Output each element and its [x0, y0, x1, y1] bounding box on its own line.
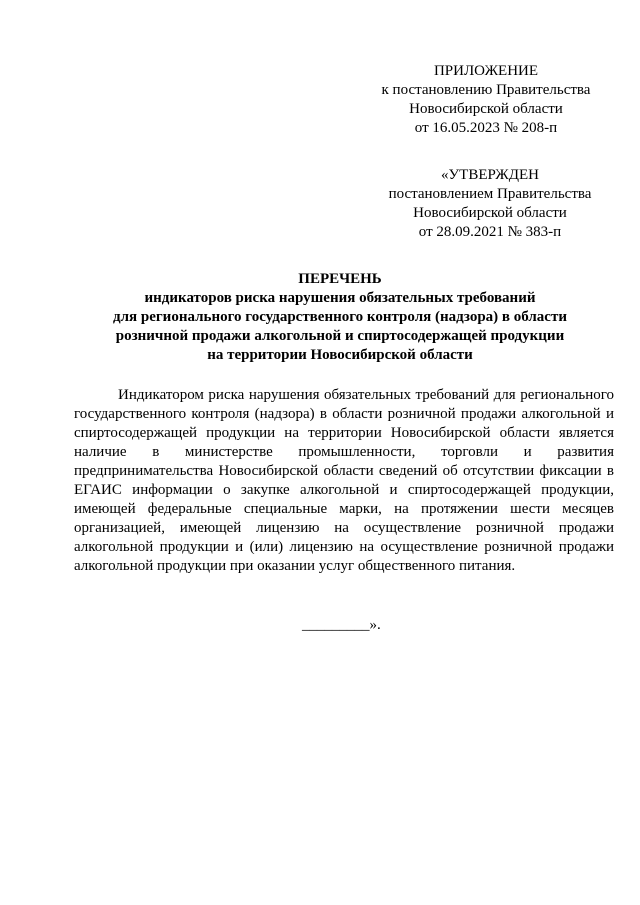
appendix-region: Новосибирской области	[409, 101, 563, 117]
title-line-2: индикаторов риска нарушения обязательных требований	[144, 290, 536, 306]
appendix-label: ПРИЛОЖЕНИЕ	[433, 63, 539, 79]
approved-label: «УТВЕРЖДЕН	[441, 167, 539, 183]
appendix-date-number: от 16.05.2023 № 208-п	[414, 120, 558, 136]
appendix-reference: к постановлению Правительства	[381, 82, 591, 98]
title-line-4: розничной продажи алкогольной и спиртосодержащей продукции	[115, 328, 565, 344]
approved-reference: постановлением Правительства	[388, 186, 592, 202]
closing-mark: _________».	[302, 617, 381, 633]
approved-date-number: от 28.09.2021 № 383-п	[418, 224, 562, 240]
appendix-header	[366, 62, 606, 138]
title-line-1: ПЕРЕЧЕНЬ	[298, 271, 382, 287]
document-title	[60, 270, 620, 365]
approved-region: Новосибирской области	[413, 205, 567, 221]
approved-header	[370, 166, 610, 242]
title-line-5: на территории Новосибирской области	[207, 347, 473, 363]
body-paragraph: Индикатором риска нарушения обязательных требований для регионального государственного контроля (надзора) в области розничной продажи алкогольной и спиртосодержащей продукции на территории Новосибирской области является наличие в министерстве промышленности, торговли и развития предпринимательства Новосибирской области сведений об отсутствии фиксации в ЕГАИС информации о закупке алкогольной и спиртосодержащей продукции, имеющей федеральные специальные марки, на протяжении шести месяцев организацией, имеющей лицензию на осуществление розничной продажи алкогольной продукции и (или) лицензию на осуществление розничной продажи алкогольной продукции при оказании услуг общественного питания.	[74, 387, 614, 574]
title-line-3: для регионального государственного контроля (надзора) в области	[113, 309, 567, 325]
